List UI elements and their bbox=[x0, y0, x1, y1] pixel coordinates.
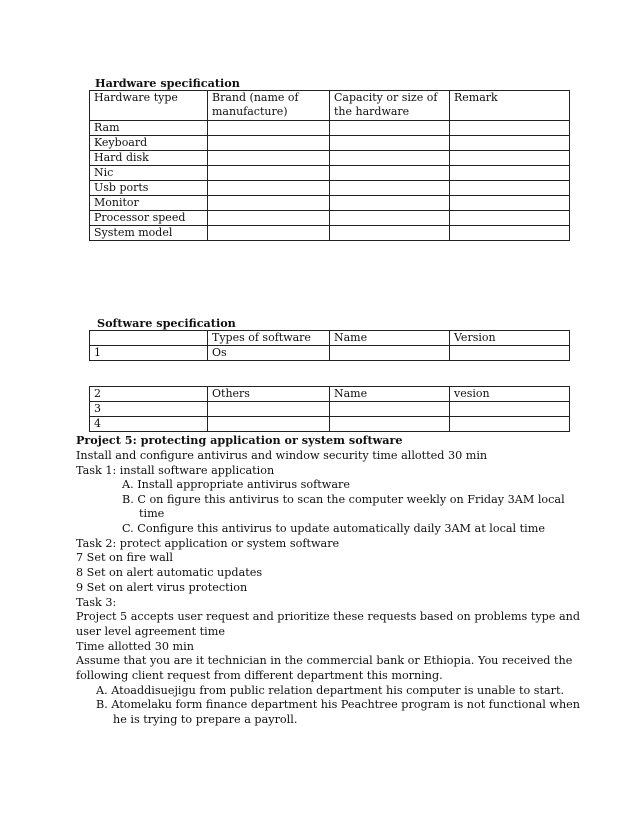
paragraph-line: Install and configure antivirus and window security time allotted 30 min bbox=[76, 449, 488, 462]
table-row bbox=[90, 196, 570, 211]
table-row bbox=[90, 211, 570, 226]
paragraph-line: Time allotted 30 min bbox=[76, 640, 194, 653]
hardware-type-cell: System model bbox=[90, 226, 208, 241]
list-item-continuation: he is trying to prepare a payroll. bbox=[113, 713, 298, 726]
list-item: 7 Set on fire wall bbox=[76, 551, 173, 564]
hardware-type-cell: Monitor bbox=[90, 196, 208, 211]
header-name: Name bbox=[330, 331, 450, 346]
list-item: 9 Set on alert virus protection bbox=[76, 581, 248, 594]
list-item-continuation: time bbox=[139, 507, 165, 520]
hardware-type-cell: Ram bbox=[90, 121, 208, 136]
hardware-type-cell: Hard disk bbox=[90, 151, 208, 166]
table-header-row bbox=[90, 331, 570, 346]
table-row bbox=[90, 136, 570, 151]
list-item: 8 Set on alert automatic updates bbox=[76, 566, 263, 579]
header-capacity: Capacity or size of the hardware bbox=[330, 91, 450, 121]
task-3-heading: Task 3: bbox=[76, 596, 117, 609]
header-brand: Brand (name of manufacture) bbox=[208, 91, 330, 121]
hardware-type-cell: Nic bbox=[90, 166, 208, 181]
paragraph-line: user level agreement time bbox=[76, 625, 225, 638]
hardware-spec-table bbox=[89, 90, 570, 241]
header-name: Name bbox=[330, 387, 450, 402]
header-version: Version bbox=[450, 331, 570, 346]
list-item: C. Configure this antivirus to update automatically daily 3AM at local time bbox=[122, 522, 545, 535]
header-types-of-software: Types of software bbox=[208, 331, 330, 346]
header-version: vesion bbox=[450, 387, 570, 402]
header-others: Others bbox=[208, 387, 330, 402]
table-row: 3 bbox=[90, 402, 570, 417]
hardware-type-cell: Usb ports bbox=[90, 181, 208, 196]
paragraph-line: Assume that you are it technician in the commercial bank or Ethiopia. You received the bbox=[76, 654, 573, 667]
table-header-row bbox=[90, 91, 570, 121]
software-spec-table-others bbox=[89, 386, 570, 432]
header-hardware-type: Hardware type bbox=[90, 91, 208, 121]
header-remark: Remark bbox=[450, 91, 570, 121]
task-1-heading: Task 1: install software application bbox=[76, 464, 275, 477]
project-5-heading: Project 5: protecting application or system software bbox=[76, 433, 403, 447]
table-row bbox=[90, 166, 570, 181]
software-spec-table-os bbox=[89, 330, 570, 361]
list-item: A. Atoaddisuejigu from public relation department his computer is unable to start. bbox=[96, 684, 565, 697]
hardware-type-cell: Processor speed bbox=[90, 211, 208, 226]
software-spec-title: Software specification bbox=[97, 316, 236, 330]
hardware-spec-title: Hardware specification bbox=[95, 76, 240, 90]
paragraph-line: following client request from different department this morning. bbox=[76, 669, 443, 682]
list-item: A. Install appropriate antivirus software bbox=[122, 478, 350, 491]
table-row bbox=[90, 226, 570, 241]
list-item: B. C on figure this antivirus to scan the computer weekly on Friday 3AM local bbox=[122, 493, 565, 506]
table-row: 1 Os bbox=[90, 346, 570, 361]
paragraph-line: Project 5 accepts user request and prioritize these requests based on problems type and bbox=[76, 610, 581, 623]
task-2-heading: Task 2: protect application or system software bbox=[76, 537, 340, 550]
table-row bbox=[90, 181, 570, 196]
hardware-type-cell: Keyboard bbox=[90, 136, 208, 151]
list-item: B. Atomelaku form finance department his Peachtree program is not functional when bbox=[96, 698, 580, 711]
table-row bbox=[90, 121, 570, 136]
table-row bbox=[90, 151, 570, 166]
table-row: 4 bbox=[90, 417, 570, 432]
table-header-row: 2 Others Name vesion bbox=[90, 387, 570, 402]
